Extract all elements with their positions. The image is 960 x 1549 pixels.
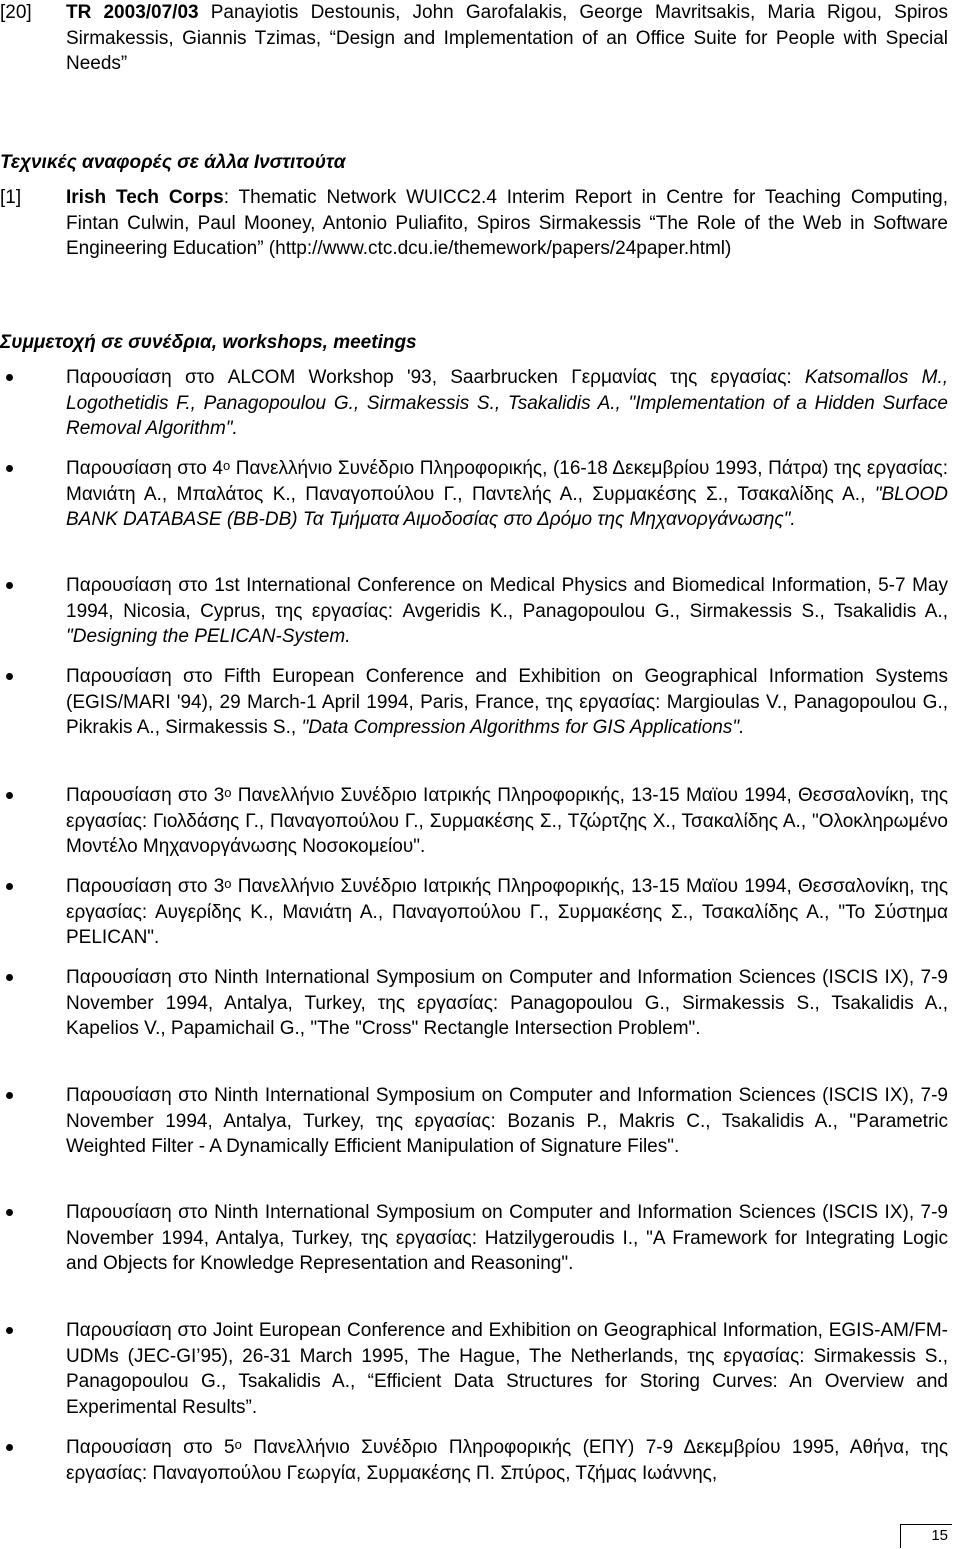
item-text: Παρουσίαση στο 3: [66, 785, 225, 806]
item-text: Πανελλήνιο Συνέδριο Πληροφορικής (ΕΠΥ) 7-9 Δεκεμβρίου 1995, Αθήνα, της εργασίας: Παναγοπούλου Γεωργία, Συρμακέσης Π. Σπύρος, Τζήμας Ιωάννης,: [66, 1437, 949, 1484]
list-item: [0, 456, 948, 533]
list-item: [0, 664, 948, 741]
item-text: Παρουσίαση στο 1st International Conference on Medical Physics and Biomedical Information, 5-7 May 1994, Nicosia, Cyprus, της εργασίας: Avgeridis K., Panagopoulou G., Sirmakessis S., Tsakalidis A.,: [66, 575, 948, 622]
item-title: "BLOOD BANK DATABASE (BB-DB) Τα Τμήματα Αιμοδοσίας στο Δρόμο της Μηχανοργάνωσης".: [66, 483, 948, 530]
bullet-icon: [6, 1327, 13, 1334]
reference-text: Panayiotis Destounis, John Garofalakis, George Mavritsakis, Maria Rigou, Spiros Sirmakessis, Giannis Tzimas, “Design and Implementation of an Office Suite for People with Special Needs”: [66, 2, 948, 74]
bullet-icon: [6, 465, 13, 472]
item-text: Παρουσίαση στο Ninth International Symposium on Computer and Information Sciences (ISCIS IX), 7-9 November 1994, Antalya, Turkey, της εργασίας: Hatzilygeroudis I., "A Framework for Integrating Logic and Objects for Knowledge Representation and Reasoning".: [66, 1202, 948, 1274]
list-item: [0, 573, 948, 650]
list-item: [0, 783, 948, 860]
list-item: [0, 1083, 948, 1160]
bullet-icon: [6, 673, 13, 680]
list-item: [0, 1200, 948, 1277]
reference-20: [0, 0, 948, 77]
item-text: Παρουσίαση στο Ninth International Symposium on Computer and Information Sciences (ISCIS IX), 7-9 November 1994, Antalya, Turkey, της εργασίας: Bozanis P., Makris C., Tsakalidis A., "Parametric Weighted Filter - A Dynamically Efficient Manipulation of Signature Files".: [66, 1085, 948, 1157]
list-item: [0, 1435, 948, 1486]
bullet-icon: [6, 374, 13, 381]
ordinal-suffix: ο: [222, 458, 231, 473]
bullet-icon: [6, 1209, 13, 1216]
list-item: [0, 1318, 948, 1420]
reference-number: [1]: [0, 187, 22, 208]
item-text: Παρουσίαση στο 5: [66, 1437, 235, 1458]
item-title: Katsomallos M., Logothetidis F., Panagopoulou G., Sirmakessis S., Tsakalidis A., "Implementation of a Hidden Surface Removal Algorithm".: [66, 367, 948, 439]
report-id: TR 2003/07/03: [66, 2, 199, 23]
organization-name: Irish Tech Corps: [66, 187, 224, 208]
bullet-icon: [6, 792, 13, 799]
item-text: Παρουσίαση στο 3: [66, 876, 225, 897]
ordinal-suffix: ο: [224, 876, 232, 891]
reference-number: [20]: [0, 2, 32, 23]
reference-1: [0, 185, 948, 262]
bullet-icon: [6, 1444, 13, 1451]
item-text: Πανελλήνιο Συνέδριο Ιατρικής Πληροφορικής, 13-15 Μαϊου 1994, Θεσσαλονίκη, της εργασίας: Γιολδάσης Γ., Παναγοπούλου Γ., Συρμακέσης Σ., Τζώρτζης Χ., Τσακαλίδης Α., "Ολοκληρωμένο Μοντέλο Μηχανοργάνωσης Νοσοκομείου".: [66, 785, 948, 857]
item-text: Πανελλήνιο Συνέδριο Πληροφορικής, (16-18 Δεκεμβρίου 1993, Πάτρα) της εργασίας: Μανιάτη Α., Μπαλάτος Κ., Παναγοπούλου Γ., Παντελής Α., Συρμακέσης Σ., Τσακαλίδης Α.,: [66, 458, 948, 505]
ordinal-suffix: ο: [224, 785, 232, 800]
ordinal-suffix: ο: [234, 1437, 242, 1452]
item-text: Πανελλήνιο Συνέδριο Ιατρικής Πληροφορικής, 13-15 Μαϊου 1994, Θεσσαλονίκη, της εργασίας: Αυγερίδης Κ., Μανιάτη Α., Παναγοπούλου Γ., Συρμακέσης Σ., Τσακαλίδης Α., "Το Σύστημα PELICAN".: [66, 876, 948, 948]
list-item: [0, 874, 948, 951]
bullet-icon: [6, 582, 13, 589]
item-text: Παρουσίαση στο Joint European Conference and Exhibition on Geographical Information, EGIS-AM/FM-UDMs (JEC-GI’95), 26-31 March 1995, The Hague, The Netherlands, της εργασίας: Sirmakessis S., Panagopoulou G., Tsakalidis A., “Efficient Data Structures for Storing Curves: An Overview and Experimental Results”.: [66, 1320, 948, 1418]
item-title: "Designing the PELICAN-System.: [66, 626, 351, 647]
list-item: [0, 365, 948, 442]
item-title: "Data Compression Algorithms for GIS Applications".: [301, 717, 745, 738]
bullet-icon: [6, 1092, 13, 1099]
item-text: Παρουσίαση στο Fifth European Conference and Exhibition on Geographical Information Systems (EGIS/MARI '94), 29 March-1 April 1994, Paris, France, της εργασίας: Margioulas V., Panagopoulou G., Pikrakis A., Sirmakessis S.,: [66, 666, 948, 738]
item-text: Παρουσίαση στο ALCOM Workshop '93, Saarbrucken Γερμανίας της εργασίας:: [66, 367, 805, 388]
list-item: [0, 965, 948, 1042]
reference-text: : Thematic Network WUICC2.4 Interim Report in Centre for Teaching Computing, Fintan Culwin, Paul Mooney, Antonio Puliafito, Spiros Sirmakessis “The Role of the Web in Software Engineering Education” (http://www.ctc.dcu.ie/themework/papers/24paper.html): [66, 187, 948, 259]
page-number: 15: [900, 1524, 952, 1548]
section-heading-institutes: Τεχνικές αναφορές σε άλλα Ινστιτούτα: [0, 152, 346, 173]
bullet-icon: [6, 974, 13, 981]
item-text: Παρουσίαση στο 4: [66, 458, 223, 479]
bullet-icon: [6, 883, 13, 890]
item-text: Παρουσίαση στο Ninth International Symposium on Computer and Information Sciences (ISCIS IX), 7-9 November 1994, Antalya, Turkey, της εργασίας: Panagopoulou G., Sirmakessis S., Tsakalidis A., Kapelios V., Papamichail G., "The "Cross" Rectangle Intersection Problem".: [66, 967, 948, 1039]
section-heading-conferences: Συμμετοχή σε συνέδρια, workshops, meetings: [0, 332, 417, 353]
